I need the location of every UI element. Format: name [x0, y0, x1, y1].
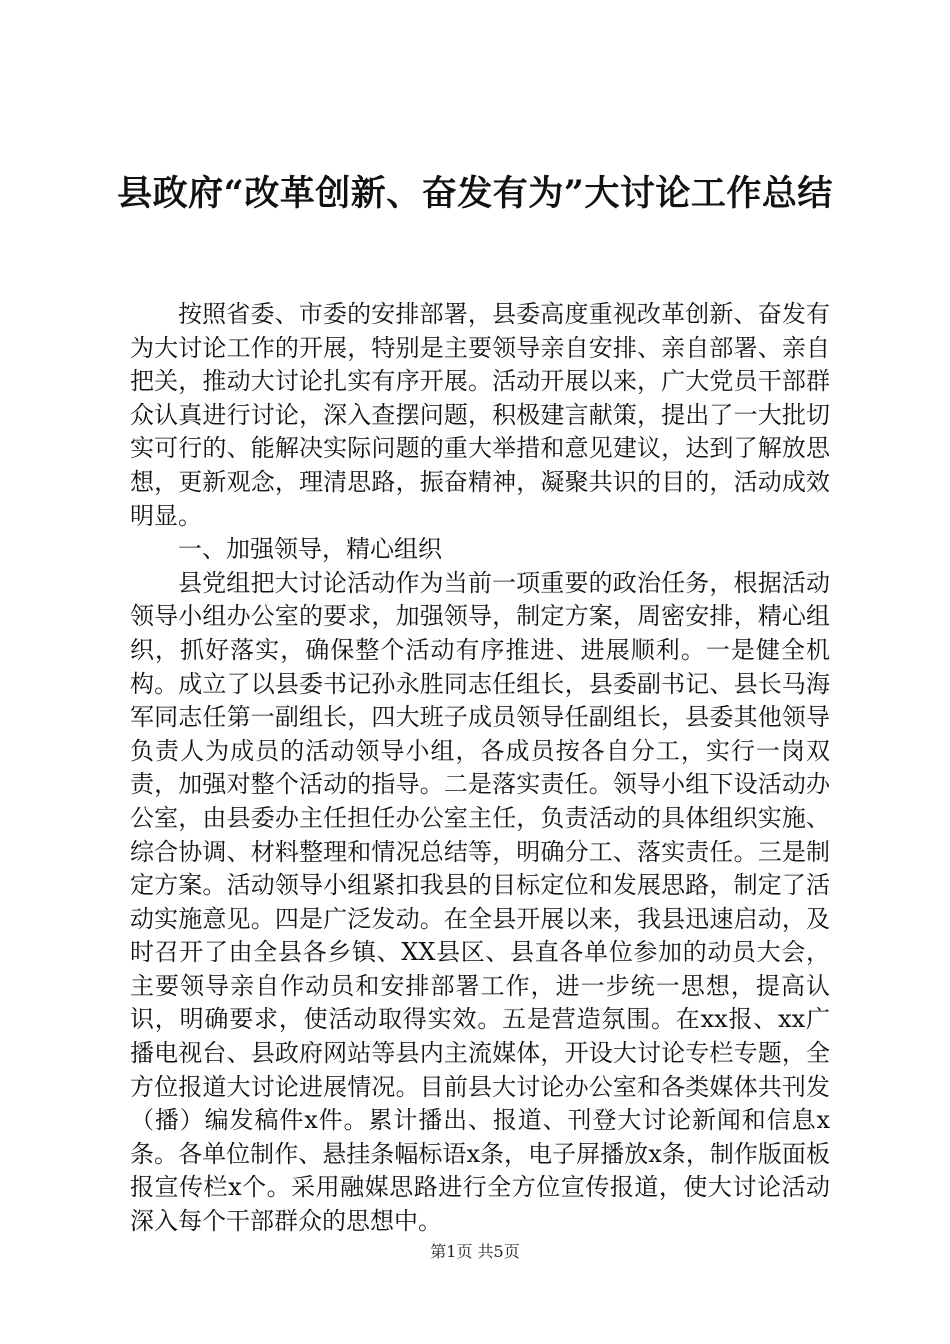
paragraph-intro: 按照省委、市委的安排部署，县委高度重视改革创新、奋发有为大讨论工作的开展，特别是主要领导亲自安排、亲自部署、亲自把关，推动大讨论扎实有序开展。活动开展以来，广大党员干部群众认真进行讨论，深入查摆问题，积极建言献策，提出了一大批切实可行的、能解决实际问题的重大举措和意见建议，达到了解放思想，更新观念，理清思路，振奋精神，凝聚共识的目的，活动成效明显。 — [130, 300, 830, 530]
section-heading-1: 一、加强领导，精心组织 — [178, 535, 442, 564]
document-body — [130, 298, 830, 1239]
document-title: 县政府“改革创新、奋发有为”大讨论工作总结 — [117, 173, 833, 214]
paragraph-section-1: 县党组把大讨论活动作为当前一项重要的政治任务，根据活动领导小组办公室的要求，加强领导，制定方案，周密安排，精心组织，抓好落实，确保整个活动有序推进、进展顺利。一是健全机构。成立了以县委书记孙永胜同志任组长，县委副书记、县长马海军同志任第一副组长，四大班子成员领导任副组长，县委其他领导负责人为成员的活动领导小组，各成员按各自分工，实行一岗双责，加强对整个活动的指导。二是落实责任。领导小组下设活动办公室，由县委办主任担任办公室主任，负责活动的具体组织实施、综合协调、材料整理和情况总结等，明确分工、落实责任。三是制定方案。活动领导小组紧扣我县的目标定位和发展思路，制定了活动实施意见。四是广泛发动。在全县开展以来，我县迅速启动，及时召开了由全县各乡镇、XX县区、县直各单位参加的动员大会，主要领导亲自作动员和安排部署工作，进一步统一思想，提高认识，明确要求，使活动取得实效。五是营造氛围。在xx报、xx广播电视台、县政府网站等县内主流媒体，开设大讨论专栏专题，全方位报道大讨论进展情况。目前县大讨论办公室和各类媒体共刊发（播）编发稿件x件。累计播出、报道、刊登大讨论新闻和信息x条。各单位制作、悬挂条幅标语x条，电子屏播放x条，制作版面板报宣传栏x个。采用融媒思路进行全方位宣传报道，使大讨论活动深入每个干部群众的思想中。 — [130, 568, 830, 1236]
page-footer: 第1页 共5页 — [430, 1242, 520, 1261]
